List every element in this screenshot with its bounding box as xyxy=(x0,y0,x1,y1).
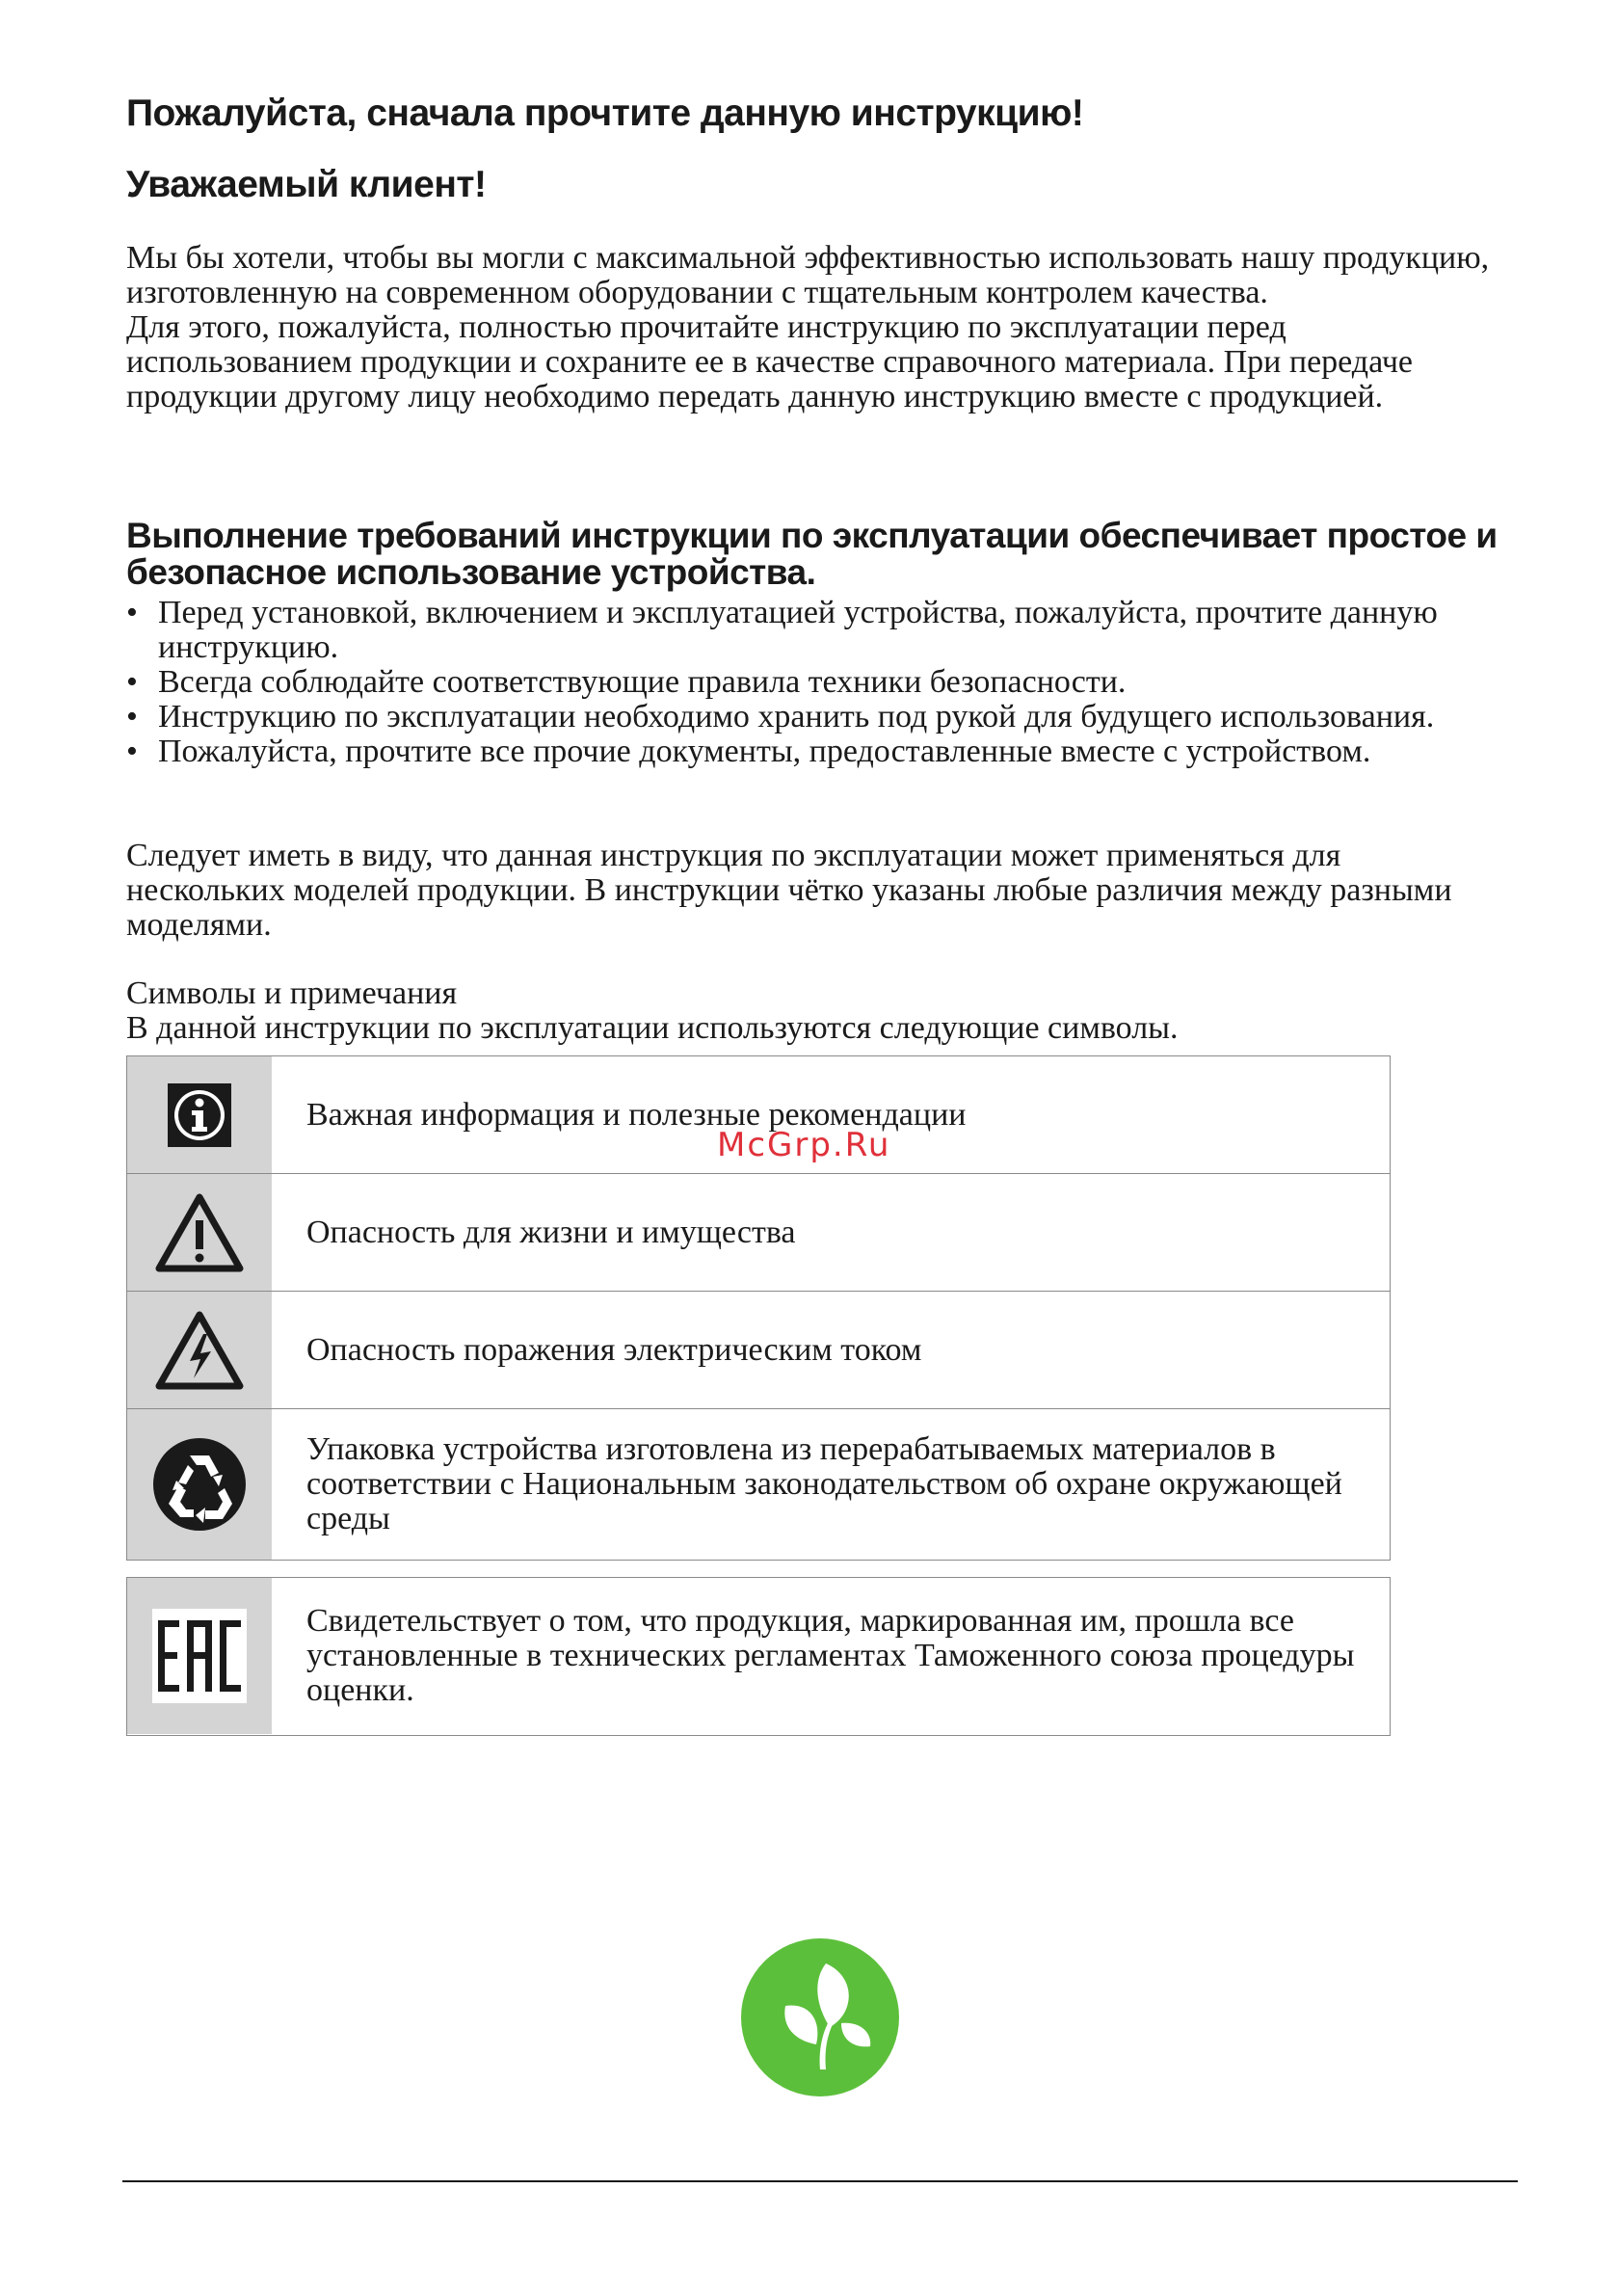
info-icon xyxy=(127,1056,272,1173)
table-row xyxy=(127,1408,1390,1560)
eac-mark-icon xyxy=(127,1578,272,1734)
list-item: • Перед установкой, включением и эксплуатацией устройства, пожалуйста, прочтите данную инструкцию. xyxy=(126,596,1495,665)
eac-description: Свидетельствует о том, что продукция, маркированная им, прошла все установленные в технических регламентах Таможенного союза процедуры оценки. xyxy=(306,1603,1355,1708)
list-item: • Всегда соблюдайте соответствующие правила техники безопасности. xyxy=(126,665,1495,700)
table-row xyxy=(127,1291,1390,1408)
page-title: Пожалуйста, сначала прочтите данную инструкцию! xyxy=(126,93,1084,134)
symbols-section-header xyxy=(126,976,1495,1046)
symbol-description: Опасность поражения электрическим током xyxy=(306,1331,922,1368)
eac-table xyxy=(126,1577,1391,1736)
symbols-intro: В данной инструкции по эксплуатации используются следующие символы. xyxy=(126,1010,1179,1046)
models-note: Следует иметь в виду, что данная инструкция по эксплуатации может применяться для нескольких моделей продукции. В инструкции чётко указаны любые различия между разными моделями. xyxy=(126,838,1452,943)
intro-paragraph: Мы бы хотели, чтобы вы могли с максимальной эффективностью использовать нашу продукцию, изготовленную на современном оборудовании с тщательным контролем качества. xyxy=(126,240,1490,310)
table-row xyxy=(127,1173,1390,1291)
footer-divider xyxy=(122,2180,1518,2182)
leaf-eco-icon xyxy=(741,1938,899,2096)
list-item: • Инструкцию по эксплуатации необходимо хранить под рукой для будущего использования. xyxy=(126,700,1495,734)
recycle-icon xyxy=(127,1409,272,1560)
safety-list xyxy=(126,596,1495,769)
symbol-description: Важная информация и полезные рекомендации xyxy=(306,1096,967,1133)
symbols-title: Символы и примечания xyxy=(126,975,458,1011)
symbol-description: Упаковка устройства изготовлена из перерабатываемых материалов в соответствии с Национальным законодательством об охране окружающей среды xyxy=(306,1431,1342,1536)
symbol-description: Опасность для жизни и имущества xyxy=(306,1214,796,1250)
intro-paragraph: Для этого, пожалуйста, полностью прочитайте инструкцию по эксплуатации перед использованием продукции и сохраните ее в качестве справочного материала. При передаче продукции другому лицу необходимо передать данную инструкцию вместе с продукцией. xyxy=(126,309,1414,414)
list-item: • Пожалуйста, прочтите все прочие документы, предоставленные вместе с устройством. xyxy=(126,734,1495,769)
electric-shock-icon xyxy=(127,1292,272,1408)
safety-heading: Выполнение требований инструкции по эксплуатации обеспечивает простое и безопасное использование устройства. xyxy=(126,516,1498,592)
greeting-heading: Уважаемый клиент! xyxy=(126,164,487,205)
intro-section xyxy=(126,241,1495,414)
watermark: McGrp.Ru xyxy=(717,1126,891,1164)
warning-icon xyxy=(127,1174,272,1291)
table-row xyxy=(127,1578,1390,1734)
